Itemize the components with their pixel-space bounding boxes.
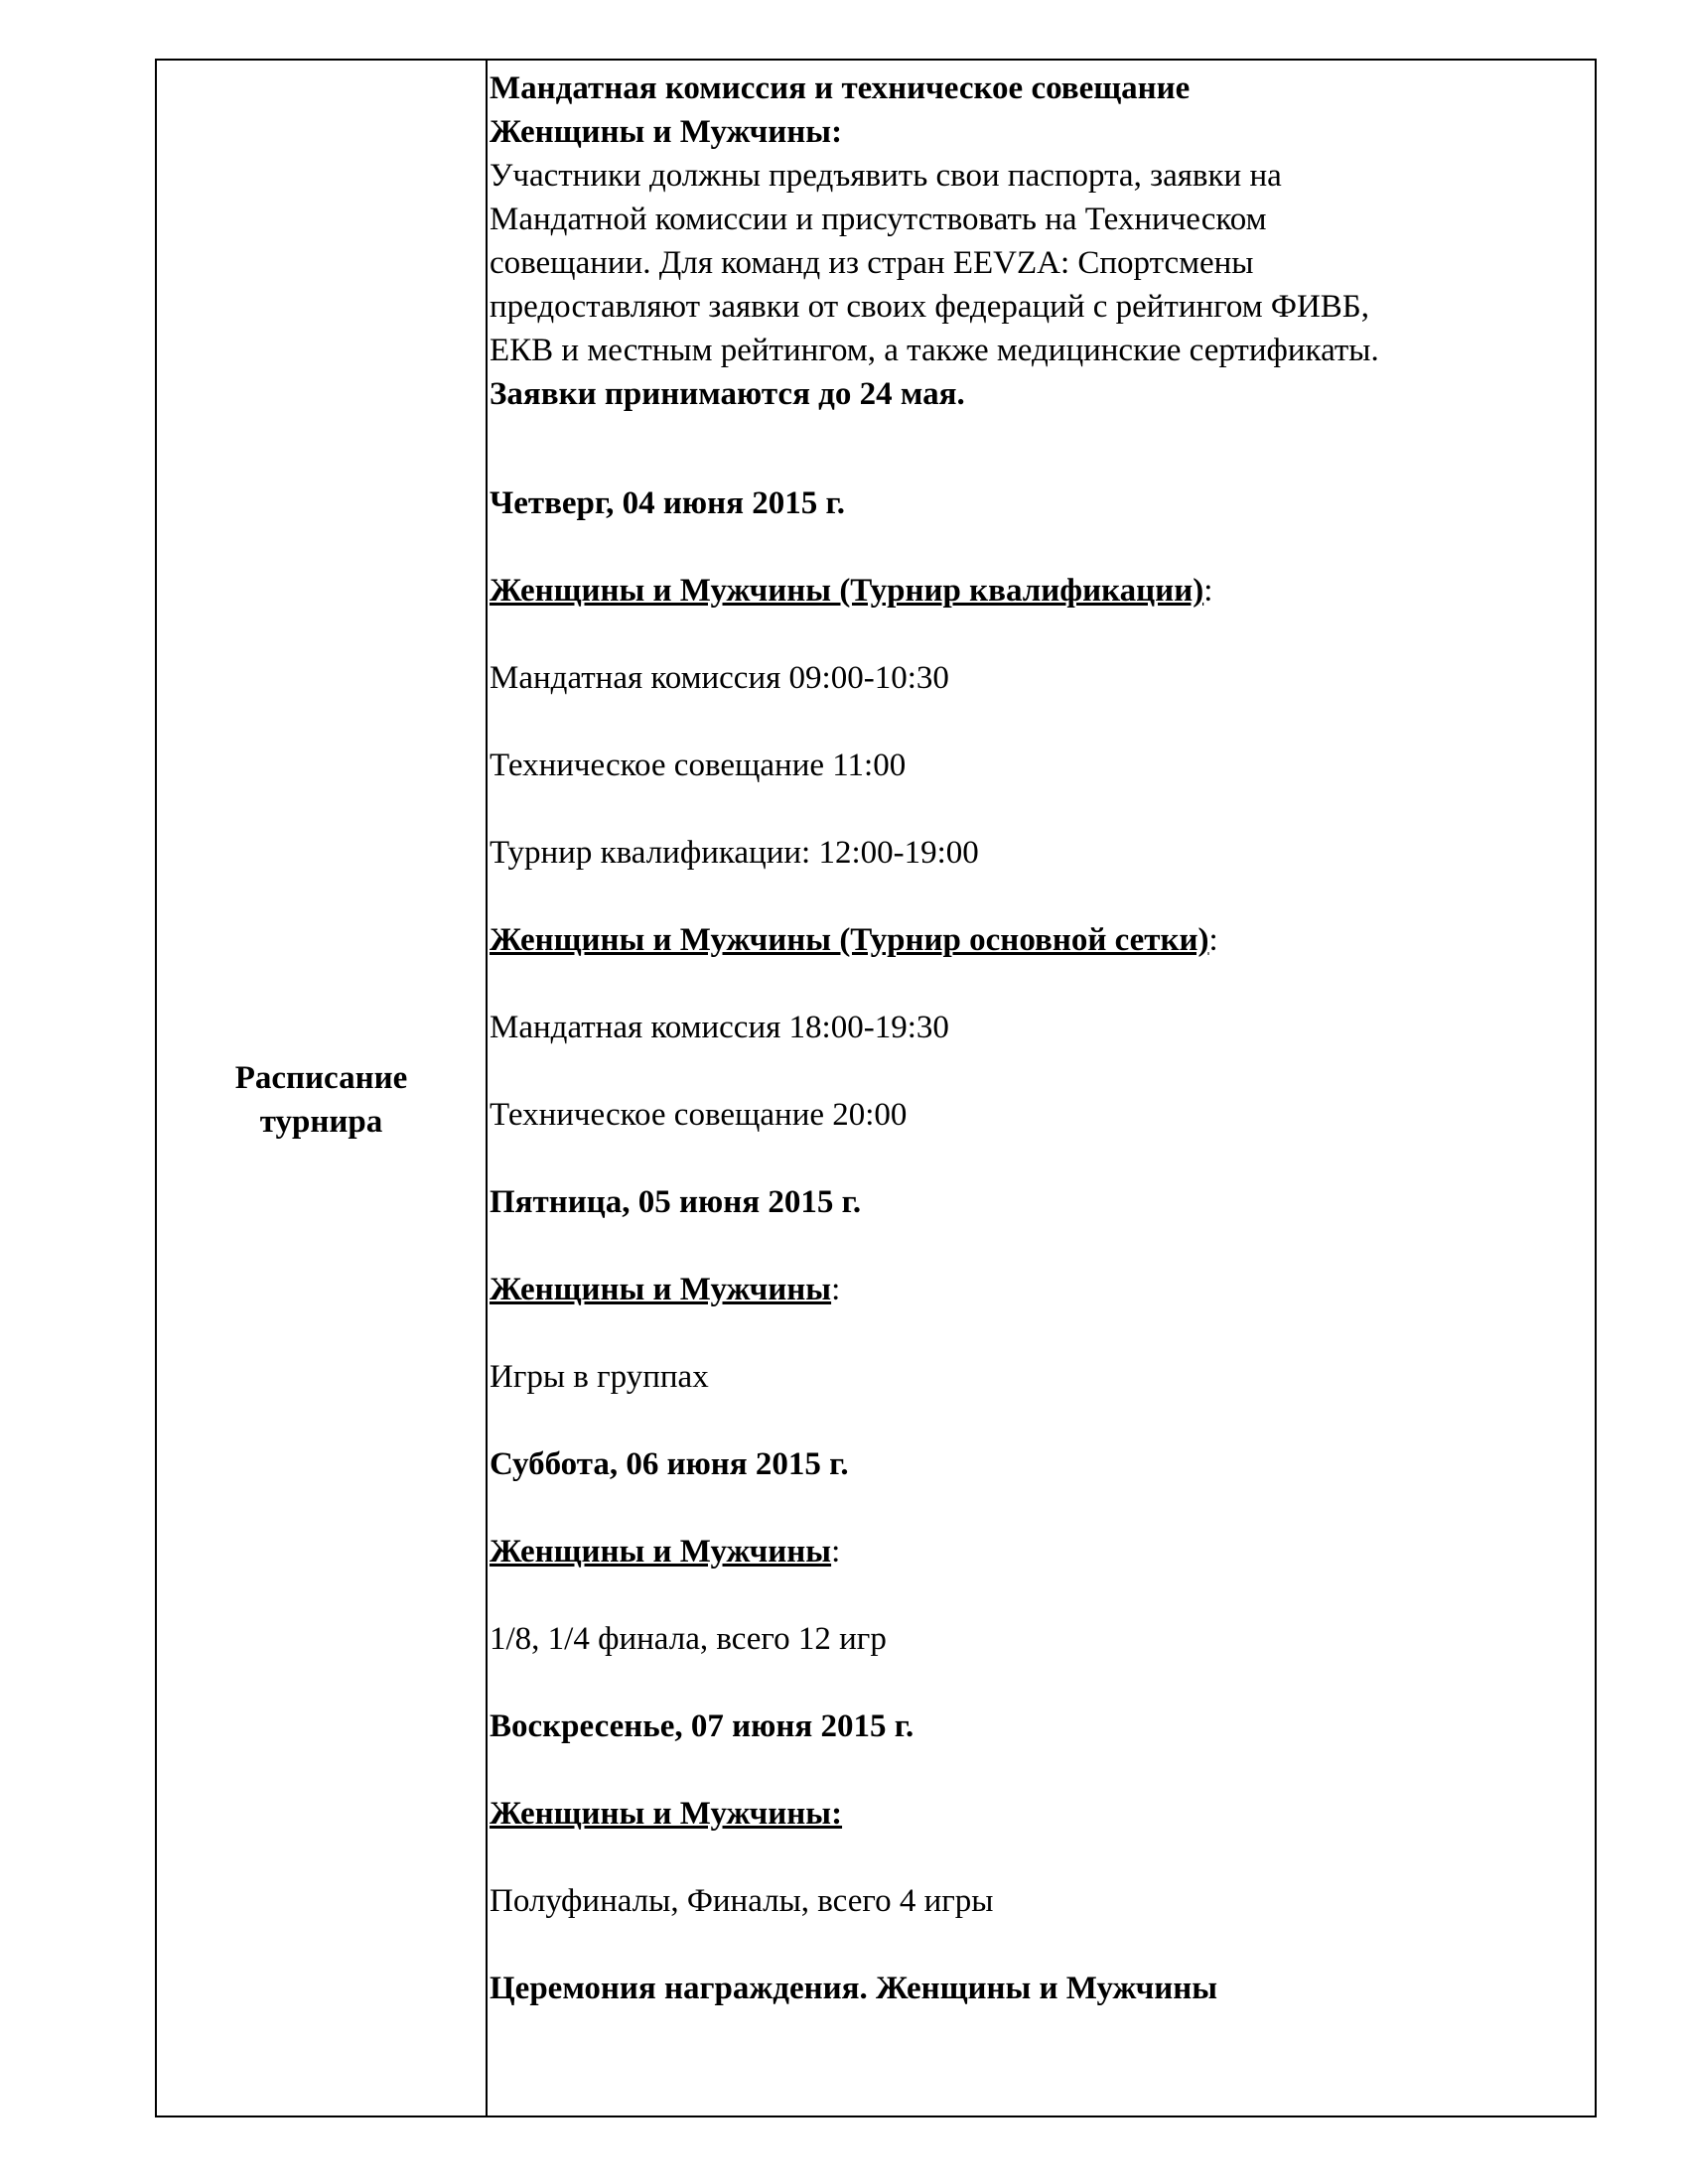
thursday-item: Турнир квалификации: 12:00-19:00 bbox=[490, 835, 979, 871]
thursday-item: Мандатная комиссия 18:00-19:30 bbox=[490, 1010, 949, 1045]
intro-paragraph-line: Мандатной комиссии и присутствовать на Техническом bbox=[490, 202, 1267, 237]
row-label: Расписание турнира bbox=[234, 1060, 408, 1140]
intro-paragraph-line: Участники должны предъявить свои паспорта, заявки на bbox=[490, 158, 1282, 194]
thursday-group-2-heading bbox=[490, 918, 1218, 962]
colon: : bbox=[831, 1534, 841, 1570]
right-cell bbox=[490, 61, 1595, 2116]
thursday-date: Четверг, 04 июня 2015 г. bbox=[490, 485, 846, 521]
sunday-date: Воскресенье, 07 июня 2015 г. bbox=[490, 1708, 914, 1744]
sunday-group-title: Женщины и Мужчины: bbox=[490, 1796, 843, 1832]
thursday-group-1-title: Женщины и Мужчины (Турнир квалификации) bbox=[490, 573, 1204, 609]
intro-paragraph-line: предоставляют заявки от своих федераций с рейтингом ФИВБ, bbox=[490, 289, 1370, 325]
colon: : bbox=[831, 1272, 841, 1307]
colon: : bbox=[1203, 573, 1213, 609]
thursday-item: Техническое совещание 20:00 bbox=[490, 1097, 908, 1133]
left-cell bbox=[157, 61, 486, 2116]
saturday-item: 1/8, 1/4 финала, всего 12 игр bbox=[490, 1621, 887, 1657]
colon: : bbox=[1208, 922, 1218, 958]
intro-paragraph-line: ЕКВ и местным рейтингом, а также медицинские сертификаты. bbox=[490, 333, 1379, 368]
schedule-table bbox=[155, 59, 1597, 2117]
friday-group-heading bbox=[490, 1268, 840, 1311]
thursday-item: Техническое совещание 11:00 bbox=[490, 748, 907, 783]
friday-item: Игры в группах bbox=[490, 1359, 709, 1395]
sunday-group-heading bbox=[490, 1792, 842, 1836]
thursday-item: Мандатная комиссия 09:00-10:30 bbox=[490, 660, 949, 696]
thursday-group-1-heading bbox=[490, 569, 1212, 613]
saturday-group-title: Женщины и Мужчины bbox=[490, 1534, 832, 1570]
friday-group-title: Женщины и Мужчины bbox=[490, 1272, 832, 1307]
intro-heading-2: Женщины и Мужчины: bbox=[490, 114, 843, 150]
deadline-text: Заявки принимаются до 24 мая. bbox=[490, 376, 965, 412]
intro-paragraph-line: совещании. Для команд из стран EEVZA: Спортсмены bbox=[490, 245, 1254, 281]
friday-date: Пятница, 05 июня 2015 г. bbox=[490, 1184, 862, 1220]
sunday-item: Полуфиналы, Финалы, всего 4 игры bbox=[490, 1883, 994, 1919]
intro-heading-1: Мандатная комиссия и техническое совещание bbox=[490, 70, 1191, 106]
saturday-date: Суббота, 06 июня 2015 г. bbox=[490, 1446, 849, 1482]
saturday-group-heading bbox=[490, 1530, 840, 1573]
thursday-group-2-title: Женщины и Мужчины (Турнир основной сетки) bbox=[490, 922, 1209, 958]
ceremony-text: Церемония награждения. Женщины и Мужчины bbox=[490, 1971, 1218, 2006]
column-divider bbox=[486, 61, 488, 2116]
